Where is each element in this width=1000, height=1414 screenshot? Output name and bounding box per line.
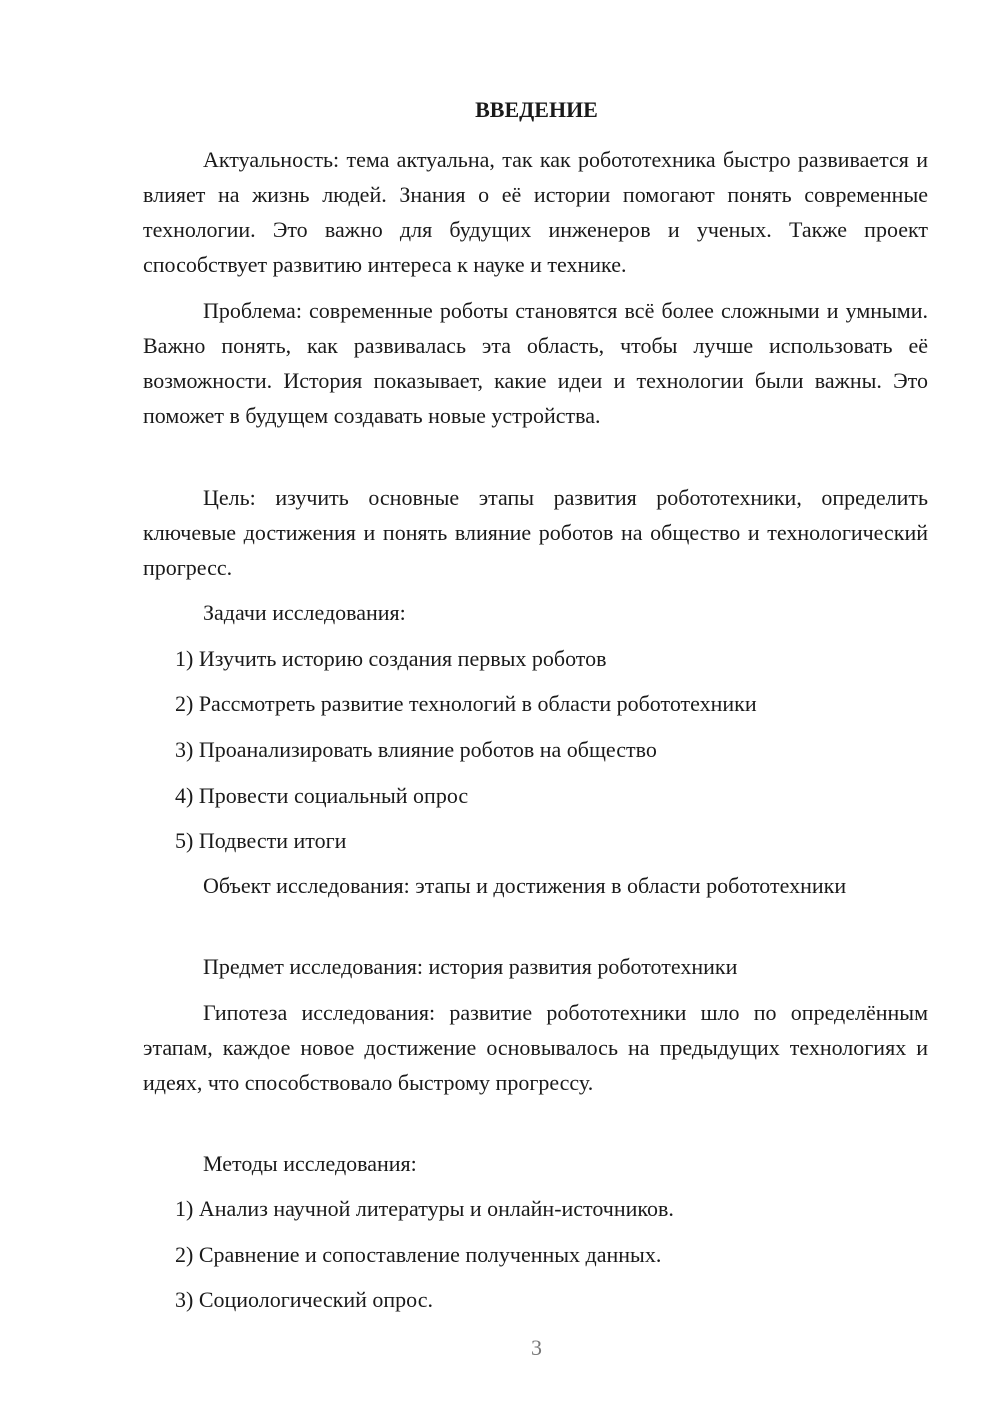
method-item: 2) Сравнение и сопоставление полученных данных. <box>175 1242 662 1267</box>
task-item: 2) Рассмотреть развитие технологий в области робототехники <box>175 691 757 716</box>
method-item: 3) Социологический опрос. <box>175 1287 433 1312</box>
problem-paragraph: Проблема: современные роботы становятся всё более сложными и умными. Важно понять, как развивалась эта область, чтобы лучше использовать её возможности. История показывает, какие идеи и технологии были важны. Это поможет в будущем создавать новые устройства. <box>143 298 928 428</box>
subject-paragraph: Предмет исследования: история развития робототехники <box>203 954 738 979</box>
method-item: 1) Анализ научной литературы и онлайн-источников. <box>175 1196 674 1221</box>
tasks-heading: Задачи исследования: <box>203 600 406 625</box>
task-item: 1) Изучить историю создания первых роботов <box>175 646 607 671</box>
page-number: 3 <box>531 1335 542 1360</box>
object-paragraph: Объект исследования: этапы и достижения в области робототехники <box>203 873 847 898</box>
relevance-paragraph: Актуальность: тема актуальна, так как робототехника быстро развивается и влияет на жизнь людей. Знания о её истории помогают понять современные технологии. Это важно для будущих инженеров и ученых. Также проект способствует развитию интереса к науке и технике. <box>143 147 928 277</box>
goal-paragraph: Цель: изучить основные этапы развития робототехники, определить ключевые достижения и понять влияние роботов на общество и технологический прогресс. <box>143 485 928 580</box>
page-title: ВВЕДЕНИЕ <box>475 97 598 122</box>
task-item: 4) Провести социальный опрос <box>175 783 469 808</box>
methods-heading: Методы исследования: <box>203 1151 417 1176</box>
hypothesis-paragraph: Гипотеза исследования: развитие робототехники шло по определённым этапам, каждое новое достижение основывалось на предыдущих технологиях и идеях, что способствовало быстрому прогрессу. <box>143 1000 928 1095</box>
task-item: 3) Проанализировать влияние роботов на общество <box>175 737 657 762</box>
task-item: 5) Подвести итоги <box>175 828 347 853</box>
